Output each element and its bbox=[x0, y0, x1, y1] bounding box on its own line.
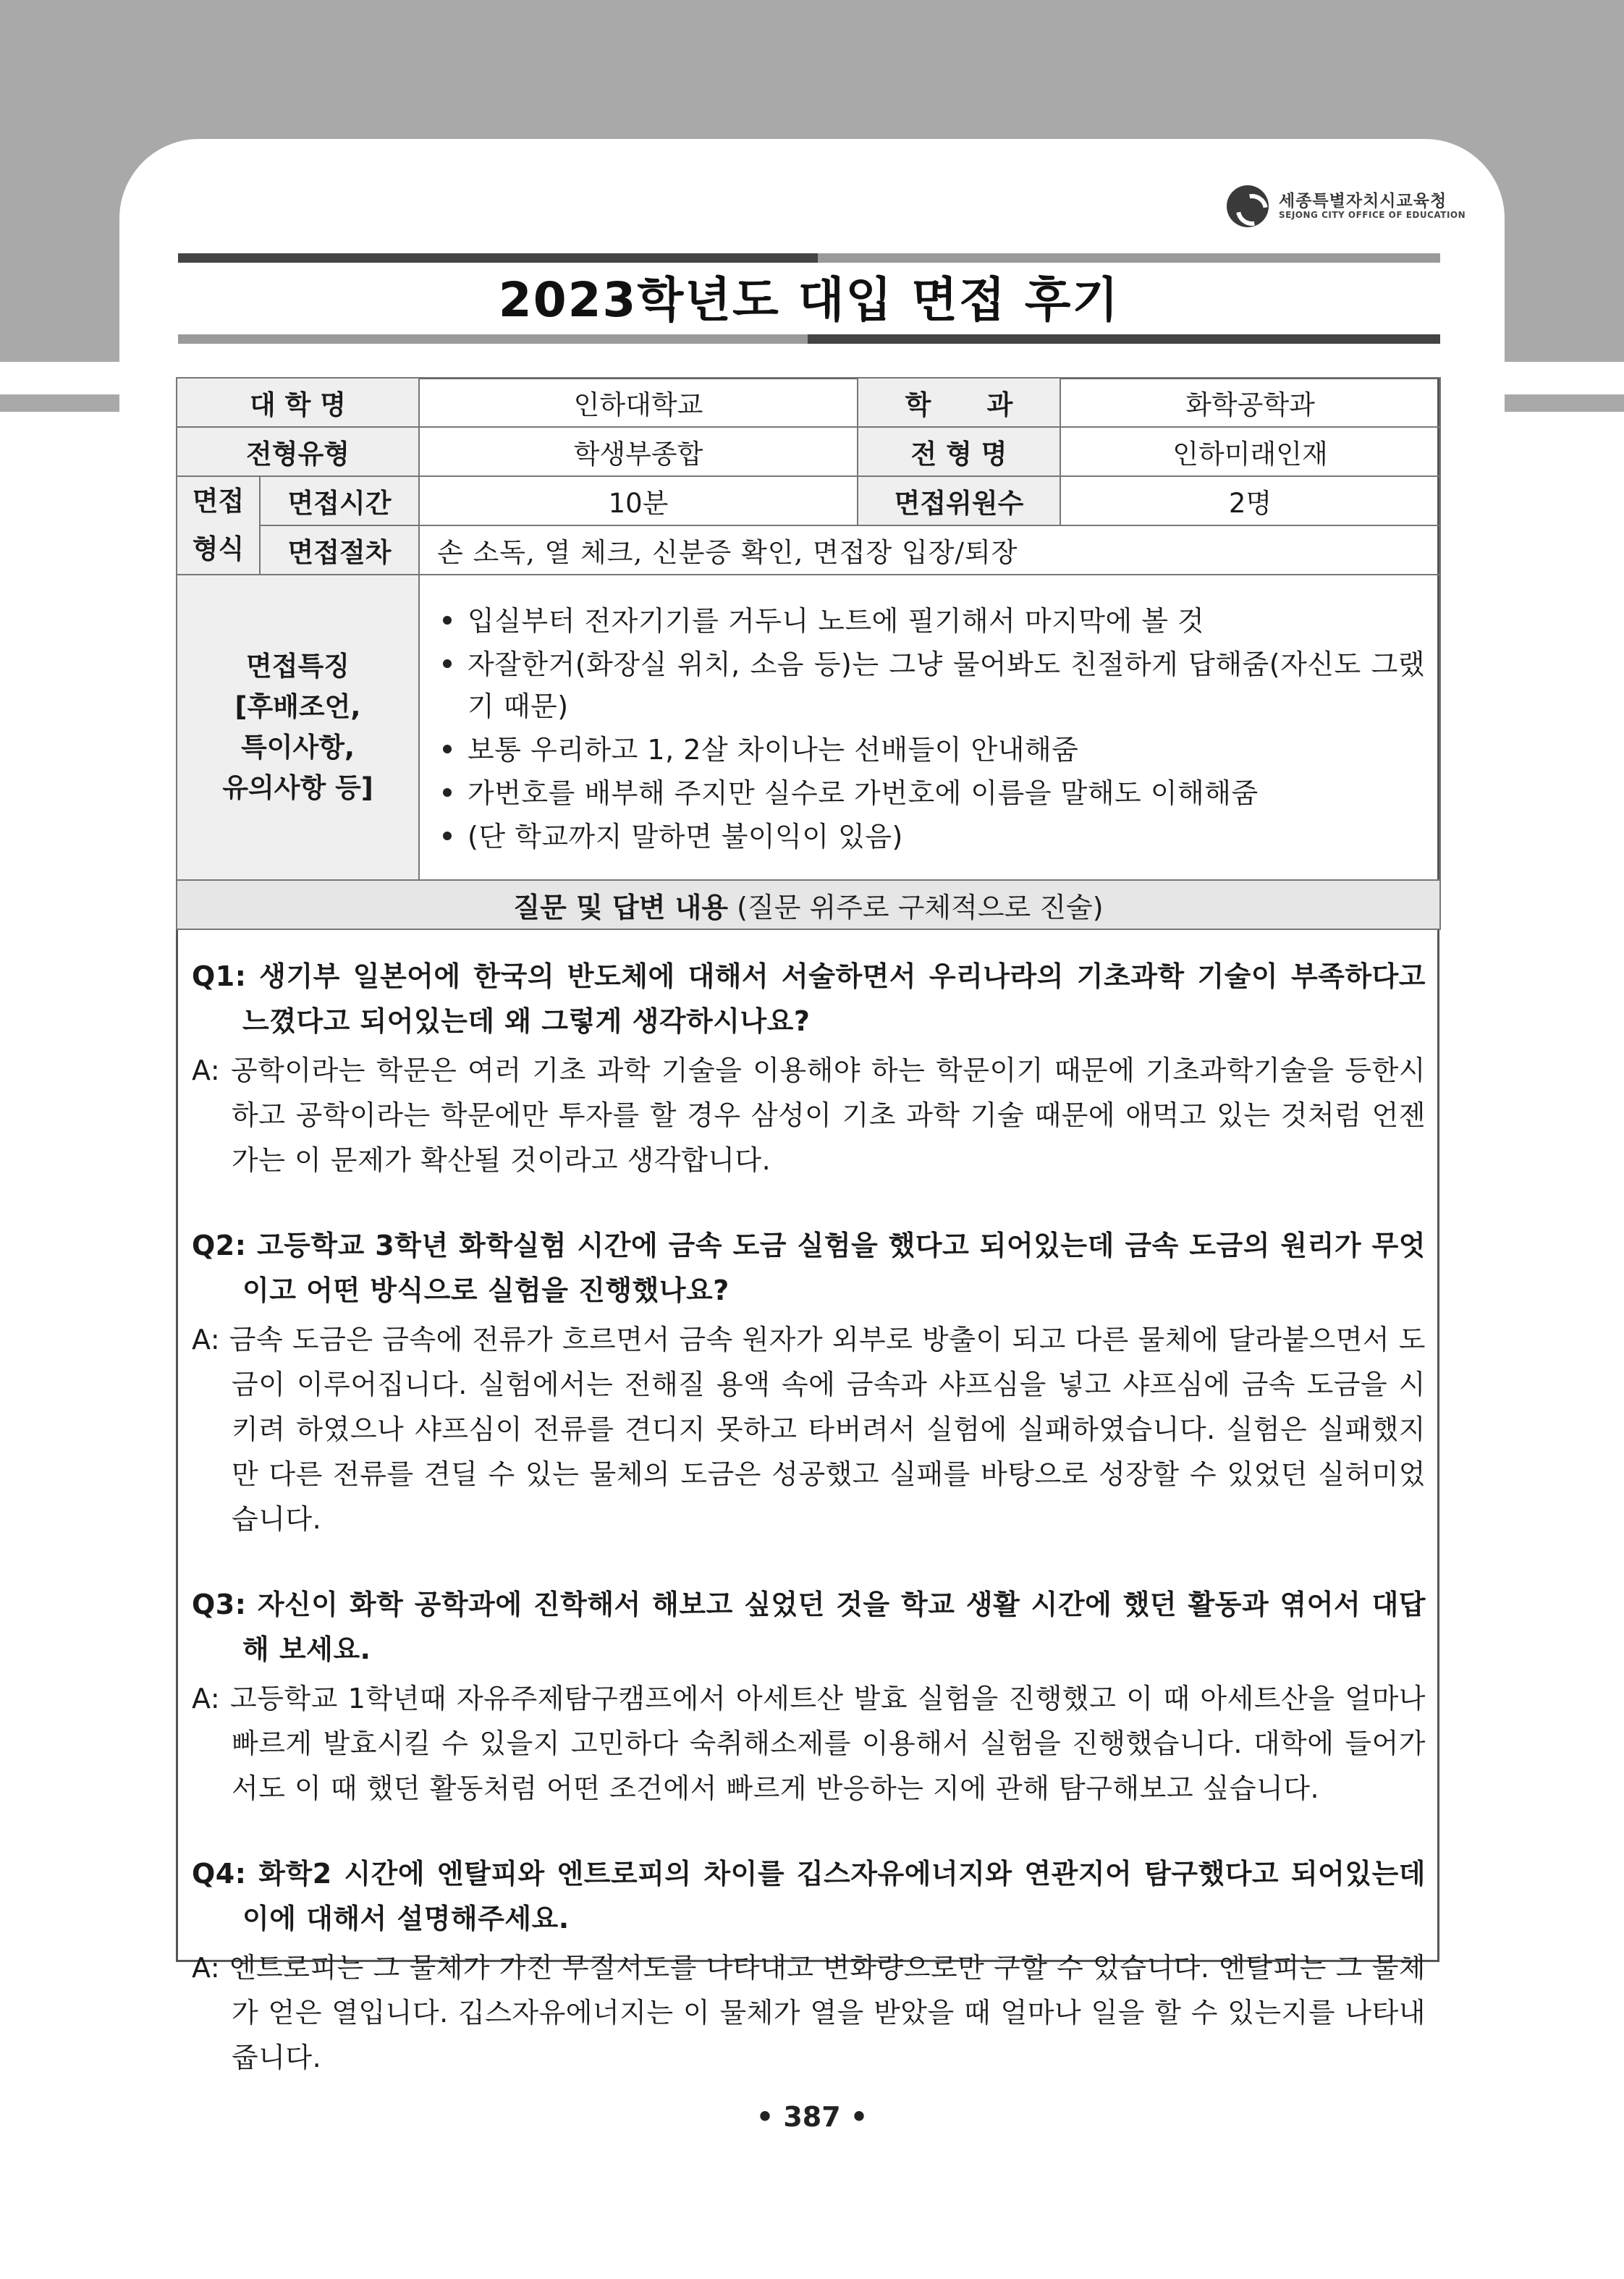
list-item: 자잘한거(화장실 위치, 소음 등)는 그냥 물어봐도 친절하게 답해줌(자신도 그랬기 때문) bbox=[440, 643, 1425, 727]
page-number: • 387 • bbox=[756, 2101, 868, 2133]
admission-name-label: 전 형 명 bbox=[858, 427, 1060, 476]
university-label: 대 학 명 bbox=[177, 378, 419, 427]
title-rule-bottom bbox=[178, 334, 1440, 344]
interview-format-label: 면접 형식 bbox=[177, 476, 260, 575]
qa-item-3 bbox=[192, 1582, 1426, 1811]
university-value: 인하대학교 bbox=[419, 378, 858, 427]
admission-type-label: 전형유형 bbox=[177, 427, 419, 476]
answer-1: A: 공학이라는 학문은 여러 기초 과학 기술을 이용해야 하는 학문이기 때문에 기초과학기술을 등한시하고 공학이라는 학문에만 투자를 할 경우 삼성이 기초 과학 기술 때문에 애먹고 있는 것처럼 언젠가는 이 문제가 확산될 것이라고 생각합니다. bbox=[192, 1054, 1426, 1176]
procedure-value: 손 소독, 열 체크, 신분증 확인, 면접장 입장/퇴장 bbox=[419, 525, 1440, 575]
title-rule-top bbox=[178, 253, 1440, 263]
panel-count-value: 2명 bbox=[1060, 476, 1440, 525]
sejong-education-logo bbox=[1227, 185, 1466, 227]
department-value: 화학공학과 bbox=[1060, 378, 1440, 427]
qa-item-2 bbox=[192, 1223, 1426, 1542]
interview-time-value: 10분 bbox=[419, 476, 858, 525]
procedure-label: 면접절차 bbox=[260, 525, 419, 575]
table-row bbox=[177, 427, 1440, 476]
qa-section-header: 질문 및 답변 내용 (질문 위주로 구체적으로 진술) bbox=[177, 880, 1440, 929]
table-row bbox=[177, 525, 1440, 575]
logo-english-name: SEJONG CITY OFFICE OF EDUCATION bbox=[1279, 210, 1466, 221]
sejong-emblem-icon bbox=[1227, 185, 1269, 227]
admission-type-value: 학생부종합 bbox=[419, 427, 858, 476]
table-row bbox=[177, 880, 1440, 929]
features-content bbox=[419, 575, 1440, 880]
answer-2: A: 금속 도금은 금속에 전류가 흐르면서 금속 원자가 외부로 방출이 되고 다른 물체에 달라붙으면서 도금이 이루어집니다. 실험에서는 전해질 용액 속에 금속과 샤프심을 넣고 샤프심에 금속 도금을 시키려 하였으나 샤프심이 전류를 견디지 못하고 타버려서 실험에 실패하였습니다. 실험은 실패했지만 다른 전류를 견딜 수 있는 물체의 도금은 성공했고 실패를 바탕으로 성장할 수 있었던 실허미었습니다. bbox=[192, 1324, 1426, 1535]
admission-name-value: 인하미래인재 bbox=[1060, 427, 1440, 476]
left-side-stripe bbox=[0, 394, 123, 412]
table-row bbox=[177, 575, 1440, 880]
table-row bbox=[177, 378, 1440, 427]
interview-time-label: 면접시간 bbox=[260, 476, 419, 525]
table-row bbox=[177, 476, 1440, 525]
logo-text bbox=[1279, 192, 1466, 221]
page-title: 2023학년도 대입 면접 후기 bbox=[498, 272, 1120, 328]
list-item: (단 학교까지 말하면 불이익이 있음) bbox=[440, 816, 1425, 858]
interview-info-table bbox=[176, 377, 1441, 930]
department-label: 학 과 bbox=[858, 378, 1060, 427]
panel-count-label: 면접위원수 bbox=[858, 476, 1060, 525]
answer-3: A: 고등학교 1학년때 자유주제탐구캠프에서 아세트산 발효 실험을 진행했고 이 때 아세트산을 얼마나 빠르게 발효시킬 수 있을지 고민하다 숙취해소제를 이용해서 실험을 진행했습니다. 대학에 들어가서도 이 때 했던 활동처럼 어떤 조건에서 빠르게 반응하는 지에 관해 탐구해보고 싶습니다. bbox=[192, 1683, 1426, 1804]
qa-item-1 bbox=[192, 954, 1426, 1183]
logo-korean-name: 세종특별자치시교육청 bbox=[1279, 191, 1447, 211]
answer-4: A: 엔트로피는 그 물체가 가진 무질서도를 나타내고 변화량으로만 구할 수 있습니다. 엔탈피는 그 물체가 얻은 열입니다. 깁스자유에너지는 이 물체가 열을 받았을 때 얼마나 일을 할 수 있는지를 나타내줍니다. bbox=[192, 1952, 1426, 2073]
question-4: Q4: 화학2 시간에 엔탈피와 엔트로피의 차이를 깁스자유에너지와 연관지어 탐구했다고 되어있는데 이에 대해서 설명해주세요. bbox=[192, 1858, 1426, 1935]
question-1: Q1: 생기부 일본어에 한국의 반도체에 대해서 서술하면서 우리나라의 기초과학 기술이 부족하다고 느꼈다고 되어있는데 왜 그렇게 생각하시나요? bbox=[192, 960, 1426, 1037]
features-list bbox=[420, 588, 1439, 866]
qa-section bbox=[192, 954, 1426, 2121]
list-item: 입실부터 전자기기를 거두니 노트에 필기해서 마지막에 볼 것 bbox=[440, 600, 1425, 642]
list-item: 가번호를 배부해 주지만 실수로 가번호에 이름을 말해도 이해해줌 bbox=[440, 772, 1425, 814]
features-label: 면접특징 [후배조언, 특이사항, 유의사항 등] bbox=[177, 575, 419, 880]
qa-item-4 bbox=[192, 1851, 1426, 2080]
list-item: 보통 우리하고 1, 2살 차이나는 선배들이 안내해줌 bbox=[440, 729, 1425, 771]
question-3: Q3: 자신이 화학 공학과에 진학해서 해보고 싶었던 것을 학교 생활 시간에 했던 활동과 엮어서 대답해 보세요. bbox=[192, 1589, 1426, 1665]
question-2: Q2: 고등학교 3학년 화학실험 시간에 금속 도금 실험을 했다고 되어있는데 금속 도금의 원리가 무엇이고 어떤 방식으로 실험을 진행했나요? bbox=[192, 1230, 1426, 1306]
right-side-stripe bbox=[1501, 394, 1624, 412]
